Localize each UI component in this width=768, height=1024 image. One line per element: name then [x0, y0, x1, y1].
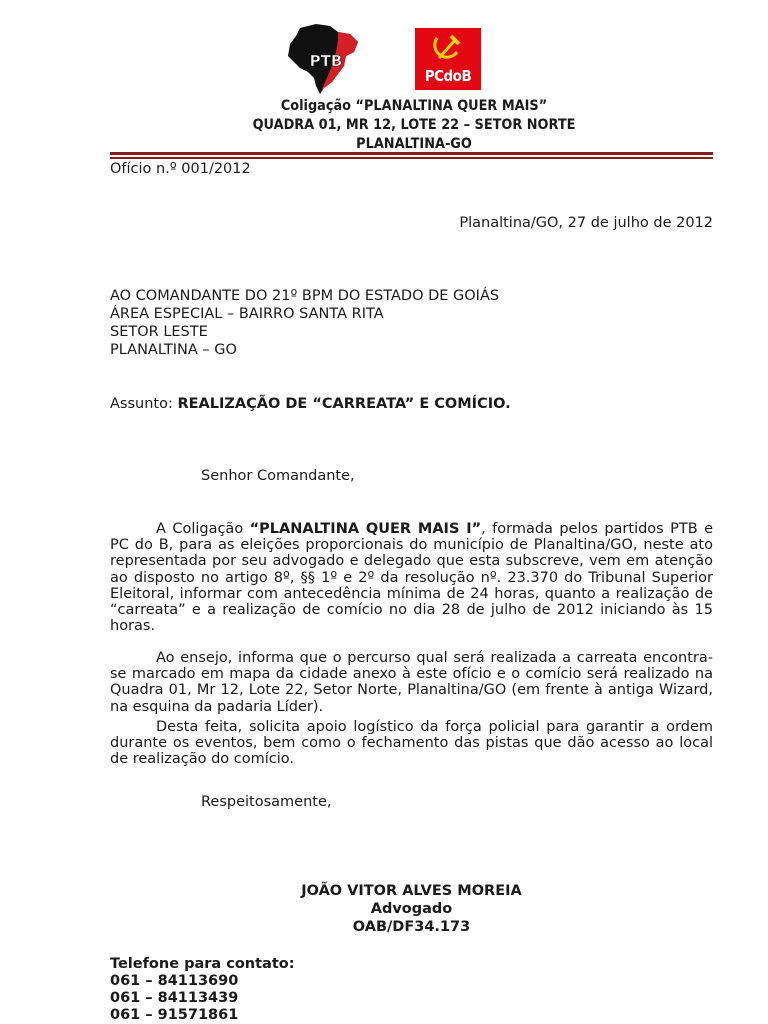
paragraph-1-rest: , formada pelos partidos PTB e PC do B, para as eleições proporcionais do município de Planaltina/GO, neste ato representada por seu advogado e delegado que esta subscreve, vem em atenção ao disposto no artigo 8º, §§ 1º e 2º da resolução nº. 23.370 do Tribunal Superior Eleitoral, informar com antecedência mínima de 24 horas, quanto a realização de “carreata” e a realização de comício no dia 28 de julho de 2012 iniciando às 15 horas. [110, 521, 713, 635]
ptb-logo-text: PTB [309, 52, 343, 70]
contact-label: Telefone para contato: [110, 956, 295, 972]
hammer-sickle-icon [415, 28, 481, 68]
ptb-logo [286, 22, 366, 96]
recipient-line: ÁREA ESPECIAL – BAIRRO SANTA RITA [110, 306, 384, 322]
coalition-bold-name: “PLANALTINA QUER MAIS I” [249, 521, 482, 537]
letter-date: Planaltina/GO, 27 de julho de 2012 [459, 215, 713, 231]
signer-name: JOÃO VITOR ALVES MOREIA [301, 883, 522, 899]
header-rule [110, 152, 713, 155]
subject-text: REALIZAÇÃO DE “CARREATA” E COMÍCIO. [177, 396, 511, 412]
phone-number: 061 – 91571861 [110, 1007, 239, 1023]
signer-oab: OAB/DF34.173 [352, 919, 471, 935]
recipient-line: PLANALTINA – GO [110, 342, 237, 358]
pcdob-logo [415, 28, 481, 90]
phone-number: 061 – 84113439 [110, 990, 239, 1006]
salutation: Senhor Comandante, [201, 468, 355, 484]
closing: Respeitosamente, [201, 794, 332, 810]
paragraph-3: Desta feita, solicita apoio logístico da força policial para garantir a ordem durante os eventos, bem como o fechamento das pistas que dão acesso ao local de realização do comício. [110, 719, 713, 768]
subject [110, 396, 511, 412]
paragraph-1 [110, 521, 713, 634]
paragraph-1-start: A Coligação [156, 521, 250, 537]
header-rule-thin [110, 157, 713, 159]
recipient-line: AO COMANDANTE DO 21º BPM DO ESTADO DE GOIÁS [110, 288, 500, 304]
recipient-line: SETOR LESTE [110, 324, 208, 340]
oficio-number: Ofício n.º 001/2012 [110, 161, 251, 177]
pcdob-logo-text: PCdoB [424, 67, 472, 85]
coalition-city: PLANALTINA-GO [356, 136, 472, 152]
phone-number: 061 – 84113690 [110, 973, 239, 989]
paragraph-2: Ao ensejo, informa que o percurso qual será realizada a carreata encontra-se marcado em mapa da cidade anexo à este ofício e o comício será realizado na Quadra 01, Mr 12, Lote 22, Setor Norte, Planaltina/GO (em frente à antiga Wizard, na esquina da padaria Líder). [110, 650, 713, 715]
signer-title: Advogado [370, 901, 453, 917]
coalition-name: Coligação “PLANALTINA QUER MAIS” [280, 98, 548, 114]
coalition-address: QUADRA 01, MR 12, LOTE 22 – SETOR NORTE [252, 117, 576, 133]
subject-label: Assunto: [110, 396, 178, 412]
